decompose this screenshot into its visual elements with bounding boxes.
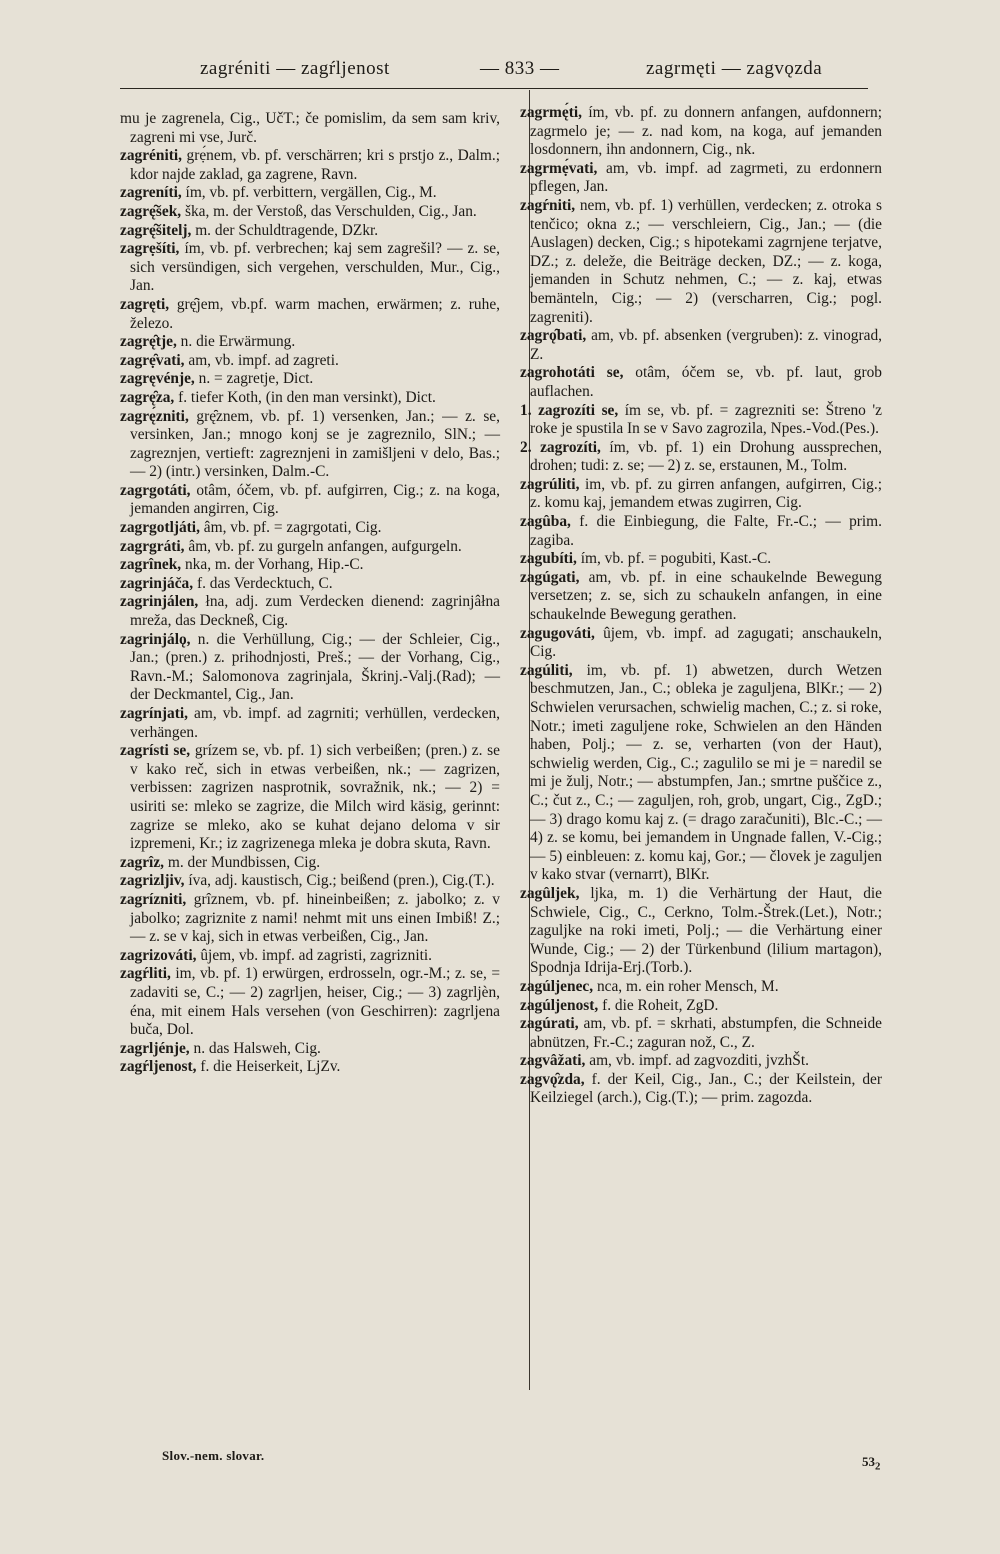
dictionary-entry <box>504 439 882 476</box>
entry-headword: zagrę̑tje, <box>120 333 177 351</box>
entry-definition: łna, adj. zum Verdecken dienend: zagrinjâłna mreža, das Deckneß, Cig. <box>130 593 500 630</box>
entry-definition: am, vb. impf. ad zagrmeti, zu erdonnern pflegen, Jan. <box>530 159 882 196</box>
dictionary-entry <box>504 160 882 197</box>
entry-definition: am, vb. pf. = skrhati, abstumpfen, die Schneide abnützen, Fr.-C.; zaguran nož, C., Z. <box>530 1015 882 1051</box>
entry-headword: zagrmẹ́vati, <box>520 159 598 177</box>
entry-definition: ím, vb. pf. verbittern, vergällen, Cig., M. <box>181 184 437 202</box>
entry-definition: íva, adj. kaustisch, Cig.; beißend (pren.), Cig.(T.). <box>184 872 495 890</box>
entry-headword: zagreníti, <box>120 184 182 202</box>
entry-headword: zagŕniti, <box>520 196 576 214</box>
dictionary-entry <box>120 352 500 371</box>
dictionary-entry <box>120 370 500 389</box>
dictionary-entry <box>120 333 500 352</box>
entry-headword: zagrgotáti, <box>120 481 191 499</box>
dictionary-entry <box>120 110 500 147</box>
dictionary-entry <box>120 203 500 222</box>
dictionary-entry <box>504 885 882 978</box>
entry-definition: âm, vb. pf. = zagrgotati, Cig. <box>199 519 382 537</box>
dictionary-entry <box>504 402 882 439</box>
entry-definition: am, vb. impf. ad zagreti. <box>184 351 339 369</box>
entry-definition: f. das Verdecktuch, C. <box>193 574 333 592</box>
entry-definition: f. tiefer Koth, (in den man versinkt), Dict. <box>174 388 436 406</box>
dictionary-entry <box>504 550 882 569</box>
footer-signature: Slov.-nem. slovar. <box>162 1448 265 1463</box>
entry-headword: zagrę̑šek, <box>120 202 182 220</box>
entry-headword: zagúgati, <box>520 568 580 586</box>
entry-headword: zagrǫ̑bati, <box>520 327 587 345</box>
left-column <box>120 110 500 1077</box>
entry-headword: zagrízniti, <box>120 890 187 908</box>
sheet-number-main: 53 <box>862 1454 875 1469</box>
entry-headword: zagrinjáča, <box>120 574 194 592</box>
entry-headword: zagvâžati, <box>520 1052 586 1070</box>
dictionary-entry <box>120 482 500 519</box>
dictionary-entry <box>120 389 500 408</box>
entry-definition: ím, vb. pf. zu donnern anfangen, aufdonnern; zagrmelo je; — z. nad kom, na koga, auf jemanden losdonnern, ihn andonnern, Cig., nk. <box>530 104 882 159</box>
dictionary-entry <box>120 184 500 203</box>
dictionary-entry <box>504 978 882 997</box>
dictionary-entry <box>120 965 500 1039</box>
entry-headword: zagrîz, <box>120 853 165 871</box>
entry-headword: zagugováti, <box>520 624 595 642</box>
dictionary-entry <box>120 296 500 333</box>
dictionary-entry <box>120 593 500 630</box>
entry-definition: f. der Keil, Cig., Jan., C.; der Keilstein, der Keilziegel (arch.), Cig.(T.); — prim. zagozda. <box>530 1070 882 1107</box>
entry-definition: ûjem, vb. impf. ad zagugati; anschaukeln, Cig. <box>530 624 882 661</box>
entry-headword: zagŕliti, <box>120 965 171 983</box>
entry-definition: n. die Erwärmung. <box>176 333 296 351</box>
entry-definition: m. der Schuldtragende, DZkr. <box>191 221 379 239</box>
entry-headword: zagûba, <box>520 513 571 531</box>
entry-definition: f. die Heiserkeit, LjZv. <box>196 1058 341 1076</box>
dictionary-entry <box>504 1071 882 1108</box>
sheet-number <box>862 1454 880 1473</box>
dictionary-entry <box>504 364 882 401</box>
entry-definition: nka, m. der Vorhang, Hip.-C. <box>181 556 364 574</box>
header-right-guide: zagrmęti — zagvǫzda <box>646 58 823 79</box>
dictionary-entry <box>120 891 500 947</box>
entry-headword: zagrúliti, <box>520 475 580 493</box>
entry-headword: zagûljek, <box>520 884 580 902</box>
entry-headword: zagrizováti, <box>120 946 197 964</box>
dictionary-entry <box>120 240 500 296</box>
dictionary-entry <box>120 408 500 482</box>
entry-definition: ljka, m. 1) die Verhärtung der Haut, die Schwiele, Cig., C., Cerkno, Tolm.-Štrek.(Let.), Notr.; zaguljke na roki imeti, Polj.; — die Verhärtung einer Wunde, Cig.; — 2) der Türkenbund (lilium martagon), Spodnja Idrija-Erj.(Torb.). <box>530 884 882 977</box>
entry-headword: zagrînek, <box>120 556 182 574</box>
dictionary-entry <box>504 997 882 1016</box>
dictionary-entry <box>120 705 500 742</box>
entry-definition: nem, vb. pf. 1) verhüllen, verdecken; z. otroka s tenčico; okna z.; — verschleiern, Cig., Jan.; — (die Auslagen) decken, Cig.; s hipotekami zagrnjene terjatve, DZ.; z. deleže, die Beiträge decken, DZ.; — z. koga, jemanden in Schutz nehmen, C.; — z. kaj, etwas bemänteln, Cig.; — 2) (verscharren, Cig.; pogl. zagreniti). <box>530 196 882 326</box>
entry-definition: n. das Halsweh, Cig. <box>189 1039 321 1057</box>
dictionary-entry <box>120 854 500 873</box>
dictionary-entry <box>504 1015 882 1052</box>
dictionary-entry <box>120 1058 500 1077</box>
dictionary-entry <box>120 742 500 854</box>
entry-definition: im, vb. pf. 1) abwetzen, durch Wetzen beschmutzen, Jan., C.; obleka je zaguljena, BlKr.; — 2) Schwielen verursachen, schwielig machen, C.; z. si roke, Notr.; imeti zaguljene roke, Schwielen an den Händen haben, Polj.; — z. se, verharten (von der Haut), schwielig werden, Cig., C.; zagulilo se mi je = naredil se mi je žulj, Notr.; — abstumpfen, Jan.; smrtne puščice z., C.; čut z., C.; — zaguljen, roh, grob, ungart, Cig., ZgD.; — 3) drago komu kaj z. (= drago zaračuniti), Blc.-C.; — 4) z. se komu, bei jemandem in Ungnade fallen, V.-Cig.; — 5) einbleuen: z. komu kaj, Gor.; — človek je zaguljen v kako stvar (vernarrt), BlKr. <box>530 661 882 884</box>
dictionary-entry <box>504 1052 882 1071</box>
dictionary-entry <box>120 519 500 538</box>
entry-headword: zagrgráti, <box>120 537 185 555</box>
entry-headword: zagubíti, <box>520 550 577 568</box>
running-header <box>120 50 868 90</box>
entry-headword: zagúliti, <box>520 661 573 679</box>
entry-definition: otâm, óčem, vb. pf. aufgirren, Cig.; z. na koga, jemanden angirren, Cig. <box>130 481 500 518</box>
entry-definition: m. der Mundbissen, Cig. <box>164 853 321 871</box>
dictionary-entry <box>504 513 882 550</box>
entry-definition: n. die Verhüllung, Cig.; — der Schleier, Cig., Jan.; (pren.) z. prihodnjosti, Preš.; — der Vorhang, Cig., Ravn.-M.; Salomonova zagrinjala, Škrinj.-Valj.(Rad); — der Deckmantel, Cig., Jan. <box>130 630 500 704</box>
entry-headword: zagrgotljáti, <box>120 519 200 537</box>
sheet-number-sub: 2 <box>875 1460 881 1473</box>
entry-definition: ím, vb. pf. = pogubiti, Kast.-C. <box>576 550 772 568</box>
right-column <box>504 104 882 1108</box>
entry-headword: zagrę́zniti, <box>120 407 189 425</box>
dictionary-entry <box>120 147 500 184</box>
entry-definition: am, vb. pf. in eine schaukelnde Bewegung versetzen; z. se, sich zu schaukeln anfangen, in eine schaukelnde Bewegung gerathen. <box>530 568 882 624</box>
entry-headword: zagrinjálen, <box>120 593 199 611</box>
dictionary-entry <box>120 631 500 705</box>
entry-definition: im, vb. pf. 1) erwürgen, erdrosseln, ogr.-M.; z. se, = zadaviti se, C.; — 2) zagrljen, heiser, Cig.; — 3) zagrljèn, éna, mit einem Hals versehen (von Geschirren): zagrljena buča, Dol. <box>130 965 500 1039</box>
header-rule <box>120 88 868 89</box>
entry-definition: grẹ́nem, vb. pf. verschärren; kri s prstjo z., Dalm.; kdor najde zaklad, ga zagrene, Ravn. <box>130 147 500 183</box>
dictionary-entry <box>120 1040 500 1059</box>
dictionary-entry <box>504 327 882 364</box>
entry-definition: nca, m. ein roher Mensch, M. <box>593 977 779 995</box>
entry-headword: zagúrati, <box>520 1015 579 1033</box>
header-left-guide: zagréniti — zagŕljenost <box>200 58 390 79</box>
page-number: — 833 — <box>480 58 560 79</box>
entry-headword: zagúljenec, <box>520 977 594 995</box>
entry-definition: grîznem, vb. pf. hineinbeißen; z. jabolko; z. v jabolko; zagriznite z nami! nehmt mit uns einen Imbiß! Z.; — z. se v kaj, sich in etwas verbeißen, Cig., Jan. <box>130 890 500 946</box>
entry-definition: âm, vb. pf. zu gurgeln anfangen, aufgurgeln. <box>184 537 462 555</box>
entry-definition: am, vb. impf. ad zagrniti; verhüllen, verdecken, verhängen. <box>130 705 500 741</box>
entry-headword: 2. zagrozíti, <box>520 438 601 456</box>
dictionary-entry <box>120 556 500 575</box>
dictionary-entry <box>120 872 500 891</box>
entry-headword: zagrinjálǫ, <box>120 630 191 648</box>
entry-definition: am, vb. impf. ad zagvozditi, jvzhŠt. <box>585 1052 809 1070</box>
dictionary-entry <box>504 625 882 662</box>
entry-definition: grę̑jem, vb.pf. warm machen, erwärmen; z. ruhe, železo. <box>130 295 500 332</box>
entry-headword: zagręti, <box>120 295 170 313</box>
entry-definition: ím, vb. pf. verbrechen; kaj sem zagrešil? — z. se, sich versündigen, sich vergehen, verschulden, Mur., Cig., Jan. <box>130 240 500 295</box>
dictionary-entry <box>120 538 500 557</box>
entry-headword: zagúljenost, <box>520 996 599 1014</box>
entry-definition: am, vb. pf. absenken (vergruben): z. vinograd, Z. <box>530 327 882 363</box>
entry-headword: zagrohotáti se, <box>520 364 624 382</box>
entry-headword: zagrmę́ti, <box>520 104 582 121</box>
entry-definition: n. = zagretje, Dict. <box>194 370 314 388</box>
dictionary-entry <box>504 569 882 625</box>
entry-headword: zagrljénje, <box>120 1039 190 1057</box>
entry-definition: otâm, óčem se, vb. pf. laut, grob auflachen. <box>530 364 882 400</box>
dictionary-entry <box>504 197 882 327</box>
entry-headword: zagręvénje, <box>120 370 195 388</box>
dictionary-entry <box>504 476 882 513</box>
entry-headword: zagrizljiv, <box>120 872 185 890</box>
entry-headword: zagŕljenost, <box>120 1058 197 1076</box>
dictionary-entry <box>120 575 500 594</box>
entry-headword: zagréniti, <box>120 147 182 165</box>
entry-headword: 1. zagrozíti se, <box>520 401 619 419</box>
entry-headword: zagrínjati, <box>120 705 188 722</box>
entry-definition: im, vb. pf. zu girren anfangen, aufgirren, Cig.; z. komu kaj, jemandem etwas zugirren, Cig. <box>530 475 882 512</box>
entry-definition: ím, vb. pf. 1) ein Drohung aussprechen, drohen; tudi: z. se; — 2) z. se, erstaunen, M., Tolm. <box>530 438 882 475</box>
entry-headword: zagvǫ̑zda, <box>520 1070 585 1088</box>
dictionary-entry <box>120 947 500 966</box>
entry-headword: zagrẹšíti, <box>120 240 180 258</box>
entry-definition: grízem se, vb. pf. 1) sich verbeißen; (pren.) z. se v kako reč, sich in etwas verbeißen, nk.; — zagrizen, verbissen: zagrizen nasprotnik, sovražnik, nk.; — 2) = usiriti se: mleko se zagrize, die Milch wird käsig, gerinnt: zagrize se mleko, ako se kuhat dejano deloma v sir izpremeni, Kr.; iz zagrizenega mleka je dobra skuta, Ravn. <box>130 742 500 853</box>
entry-definition: grę̑znem, vb. pf. 1) versenken, Jan.; — z. se, versinken, Jan.; mnogo konj se je zagreznilo, SlN.; — zagreznjen, vertieft: zagreznjeni in zamišljeni v delo, Bas.; — 2) (intr.) versinken, Dalm.-C. <box>130 407 500 481</box>
entry-definition: f. die Einbiegung, die Falte, Fr.-C.; — prim. zagiba. <box>530 513 882 549</box>
entry-definition: ška, m. der Verstoß, das Verschulden, Cig., Jan. <box>181 202 477 220</box>
entry-definition: f. die Roheit, ZgD. <box>598 996 719 1014</box>
dictionary-entry <box>504 104 882 160</box>
entry-definition: ím se, vb. pf. = zagrezniti se: Štreno 'z roke je spustila In se v Savo zagrozila, Npes.-Vod.(Pes.). <box>530 401 882 438</box>
entry-headword: zagrísti se, <box>120 742 191 760</box>
entry-headword: zagrẹ̑vati, <box>120 351 185 369</box>
dictionary-entry <box>120 222 500 241</box>
entry-definition: ûjem, vb. impf. ad zagristi, zagrizniti. <box>196 946 432 964</box>
dictionary-entry <box>504 662 882 885</box>
entry-headword: zagrę̑za, <box>120 388 175 406</box>
entry-headword: zagrę̑šitelj, <box>120 221 192 239</box>
entry-definition: mu je zagrenela, Cig., UčT.; če pomislim, da sem sam kriv, zagreni mi vse, Jurč. <box>120 110 500 146</box>
